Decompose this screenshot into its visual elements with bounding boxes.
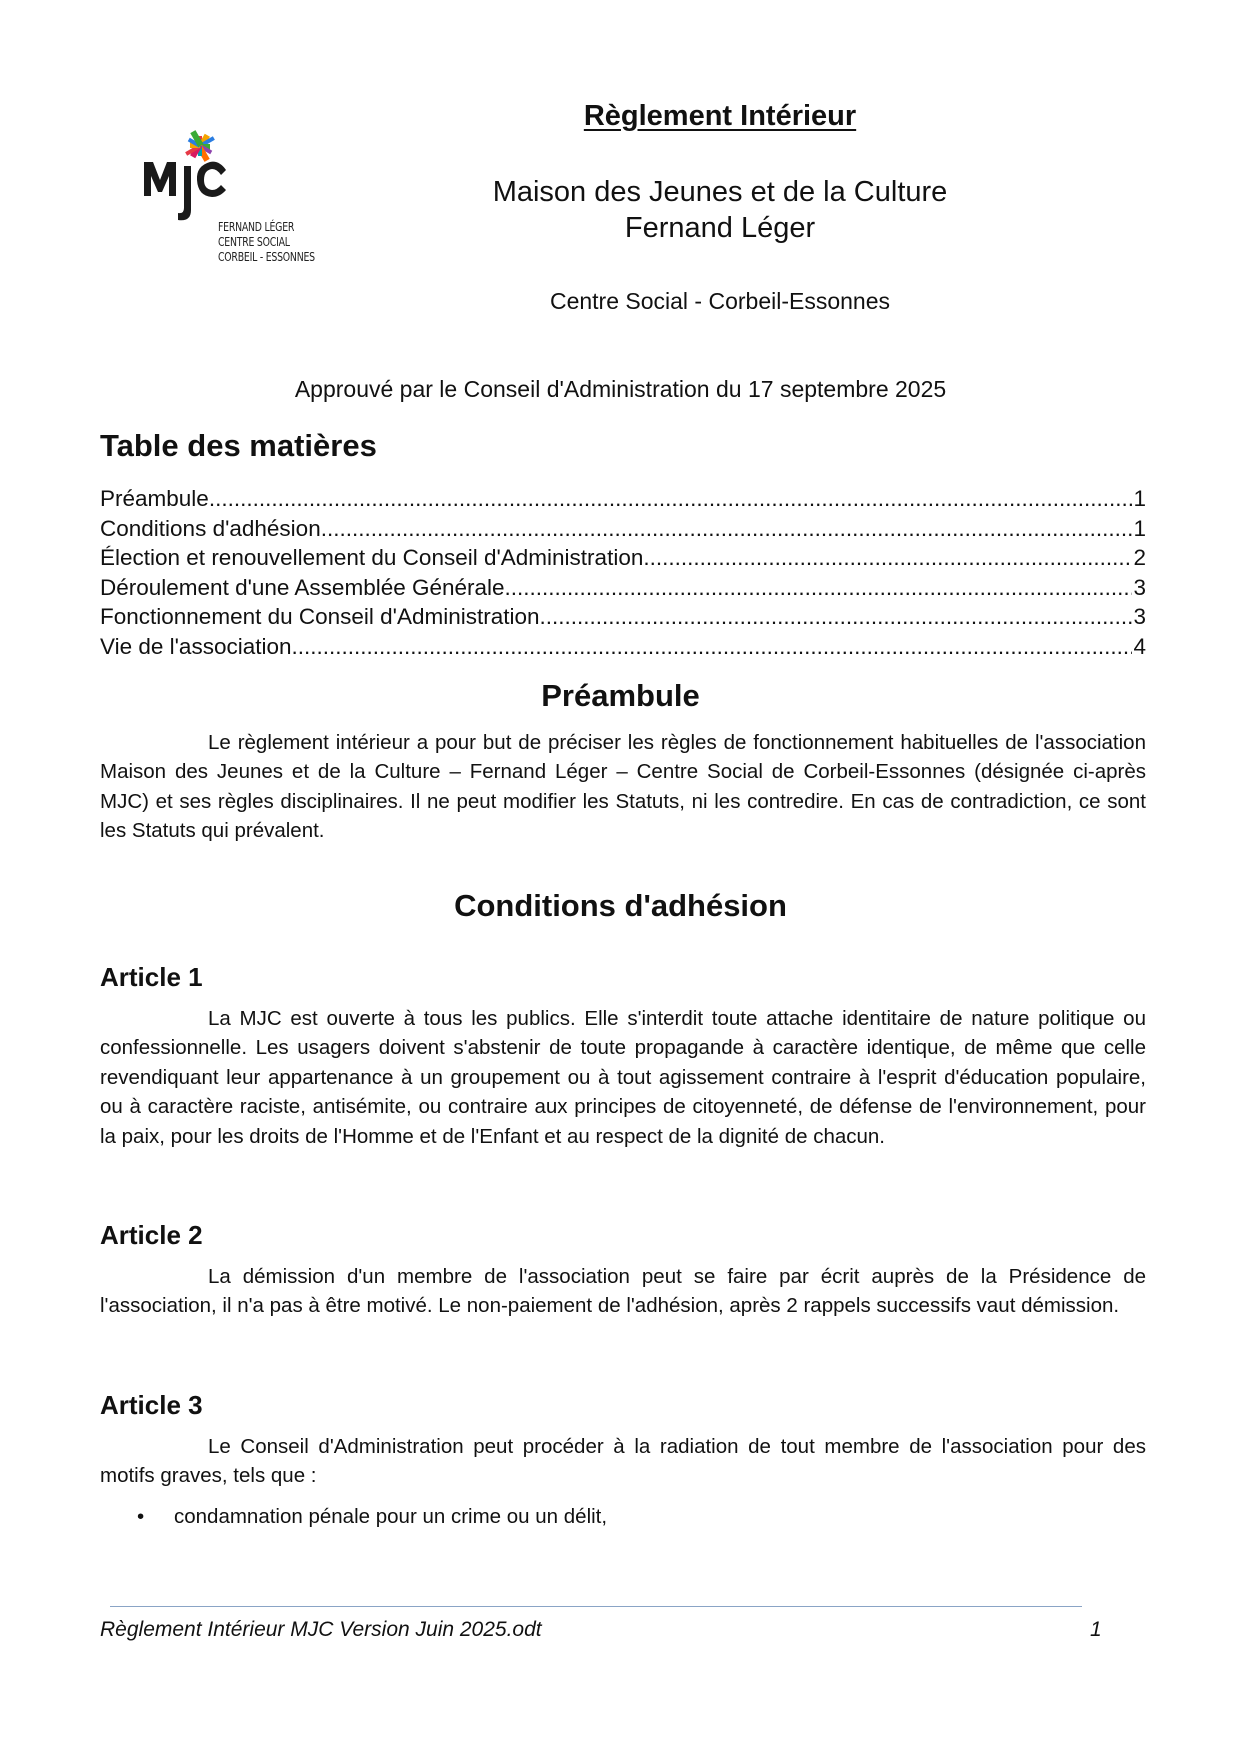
toc-entry[interactable] [100, 543, 1146, 573]
article-2-paragraph: La démission d'un membre de l'association peut se faire par écrit auprès de la Présidence de l'association, il n'a pas à être motivé. Le non-paiement de l'adhésion, après 2 rappels successifs vaut démission. [100, 1265, 1146, 1318]
preambule-paragraph: Le règlement intérieur a pour but de préciser les règles de fonctionnement habituelles de l'association Maison des Jeunes et de la Culture – Fernand Léger – Centre Social de Corbeil-Essonnes (désignée ci-après MJC) et ses règles disciplinaires. Il ne peut modifier les Statuts, ni les contredire. En cas de contradiction, ce sont les Statuts qui prévalent. [100, 731, 1146, 843]
mjc-logo-mark [140, 126, 230, 226]
logo-line-3: CORBEIL - ESSONNES [218, 250, 315, 264]
logo-letters [144, 162, 226, 221]
toc-entry-label: Conditions d'adhésion [100, 515, 321, 541]
logo-line-1: FERNAND LÉGER [218, 220, 295, 234]
conditions-heading: Conditions d'adhésion [454, 888, 787, 923]
list-item [100, 1502, 607, 1531]
toc-entry[interactable] [100, 484, 1146, 514]
article-1-paragraph: La MJC est ouverte à tous les publics. Elle s'interdit toute attache identitaire de nature politique ou confessionnelle. Les usagers doivent s'abstenir de toute propagande à caractère identique, de même que celle revendiquant leur appartenance à un groupement ou à tout agissement contraire à l'esprit d'éducation populaire, ou à caractère raciste, antisémite, ou contraire aux principes de citoyenneté, de défense de l'environnement, pour la paix, pour les droits de l'Homme et de l'Enfant et au respect de la dignité de chacun. [100, 1007, 1146, 1148]
table-of-contents [100, 484, 1146, 661]
footer-page-number: 1 [1090, 1618, 1102, 1641]
toc-leader [292, 632, 1133, 662]
preambule-heading: Préambule [541, 678, 700, 713]
toc-entry-label: Préambule [100, 486, 209, 511]
toc-entry-page: 1 [1133, 486, 1146, 511]
document-title: Règlement Intérieur [583, 100, 857, 132]
organization-name-line-2: Fernand Léger [624, 212, 816, 244]
toc-leader [209, 484, 1133, 514]
toc-leader [540, 602, 1133, 632]
list-item-text: condamnation pénale pour un crime ou un délit, [174, 1505, 608, 1528]
toc-entry-page: 2 [1133, 545, 1146, 570]
toc-entry[interactable] [100, 514, 1146, 544]
organization-name-line-1: Maison des Jeunes et de la Culture [492, 176, 948, 208]
toc-entry-page: 1 [1133, 515, 1146, 541]
article-3-paragraph: Le Conseil d'Administration peut procéder à la radiation de tout membre de l'association pour des motifs graves, tels que : [100, 1435, 1146, 1488]
footer-filename: Règlement Intérieur MJC Version Juin 2025.odt [100, 1618, 542, 1641]
organization-location: Centre Social - Corbeil-Essonnes [549, 288, 891, 314]
article-3-title: Article 3 [100, 1390, 203, 1420]
bullet-icon: • [137, 1505, 145, 1528]
toc-entry[interactable] [100, 573, 1146, 603]
toc-leader [505, 573, 1133, 603]
toc-entry-page: 4 [1133, 633, 1146, 659]
footer-divider [110, 1606, 1082, 1607]
toc-entry[interactable] [100, 632, 1146, 662]
toc-heading: Table des matières [100, 428, 377, 463]
toc-entry-label: Vie de l'association [100, 633, 292, 659]
article-1-title: Article 1 [100, 962, 203, 992]
mjc-logo [140, 126, 315, 286]
toc-entry-label: Élection et renouvellement du Conseil d'Administration [100, 545, 644, 570]
logo-burst-icon [185, 130, 215, 162]
toc-leader [643, 543, 1132, 573]
toc-leader [321, 514, 1133, 544]
toc-entry-page: 3 [1133, 574, 1146, 600]
logo-line-2: CENTRE SOCIAL [218, 235, 290, 249]
toc-entry-label: Fonctionnement du Conseil d'Administration [100, 604, 540, 629]
article-2-title: Article 2 [100, 1220, 203, 1250]
toc-entry[interactable] [100, 602, 1146, 632]
toc-entry-label: Déroulement d'une Assemblée Générale [100, 574, 505, 600]
approval-statement: Approuvé par le Conseil d'Administration du 17 septembre 2025 [294, 376, 947, 402]
toc-entry-page: 3 [1133, 604, 1146, 629]
logo-caption [218, 220, 315, 265]
